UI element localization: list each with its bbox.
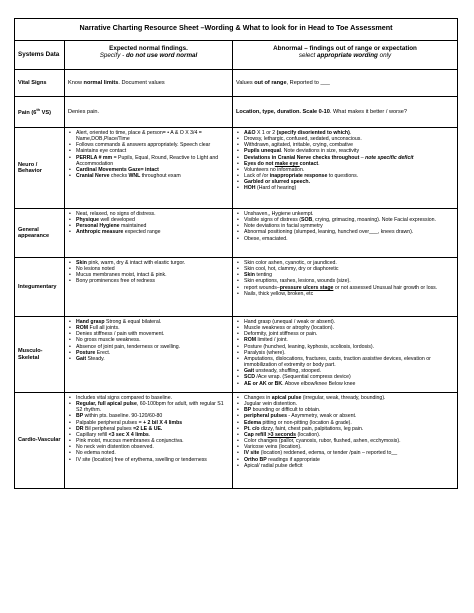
text-run: throughout exam [140,173,181,180]
abnormal-findings [233,393,458,489]
label-run: VS) [40,110,52,117]
text-run: , Reported to ___ [286,79,330,86]
text-run: well developed [99,217,135,224]
text-run: Deviations in Cranial Nerve checks throughout [244,154,360,161]
text-run: + 2 bil X 4 limbs [143,419,183,426]
text-run: out of range [254,79,287,86]
text-run: Maintains eye contact [76,148,127,155]
text-run: Skin cool, hot, clammy, dry or diaphoretic [244,266,339,273]
text-run: SOB [301,217,313,224]
abnormal-findings [233,97,458,128]
finding-item [76,173,229,179]
title-row [15,19,458,41]
text-run: Visible signs of distress ( [244,217,301,224]
text-run: bounding or difficult to obtain. [251,407,321,414]
text-run: Garbled or slurred speech. [244,179,311,186]
finding-item [244,381,454,387]
text-run: Cranial Nerve [76,173,110,180]
text-run: Hand grasp (unequal / weak or absent). [244,319,336,325]
system-label: General appearance [15,209,65,258]
row-cardio-vascular [15,393,458,489]
finding-list [236,211,454,242]
header-expected [65,41,233,70]
text-run: Strong & equal bilateral. [104,319,162,325]
text-run: Skin [76,260,87,266]
finding-item [76,155,229,167]
system-label [15,97,65,128]
text-run: maintained [119,223,147,230]
text-run: Cap refill [244,431,268,438]
text-run: within pts. baseline. 90-120/60-80 [83,413,163,420]
text-run: Steady. [86,355,105,362]
text-run: contact [299,160,319,167]
text-run: Skin eruptions, rashes, lesions, wounds (size). [244,278,351,285]
finding-list [236,130,454,192]
finding-item [244,185,454,191]
system-label: Integumentary [15,258,65,317]
finding-list [68,130,229,179]
text-run: Follows commands & answers appropriately. Speech clear [76,142,211,149]
text-run: Drowsy, lethargic, confused, sedated, unconscious. [244,136,362,143]
text-run: SCD [244,374,255,381]
text-run: Erect. [95,349,111,356]
text-run: X 1 or 2 [255,130,277,136]
finding-list [68,319,229,362]
header-expected-title: Expected normal findings. [109,45,188,52]
text-run: . [349,130,352,136]
text-run: tenting [254,272,272,279]
text-run: Changes in [244,395,272,401]
text-run: Nails, thick yellow, broken, etc [244,290,314,297]
text-run: . [318,160,320,167]
text-run: Note deviations in facial symmetry [244,223,323,230]
text-run: Varicose veins (location). [244,444,302,451]
text-run: Cardinal Movements Gaze= intact [76,166,159,173]
text-run: readings if appropriate [266,456,320,463]
text-run: peripheral pulses [244,413,287,420]
text-run: Deformity, joint stiffness or pain. [244,331,318,338]
header-abnormal-sub-bold: appropriate wording [317,52,378,60]
text-run: checks [109,173,129,180]
text-run: >3 seconds [267,431,297,438]
text-run: IV site (location) free of erythema, swelling or tenderness [76,456,207,463]
text-run: No edema noted. [76,450,116,457]
text-run: Regular, full apical pulse [76,401,137,408]
text-run: Paralysis (where). [244,349,286,356]
text-run: report wounds– [244,284,280,291]
text-run: Gait [76,355,87,362]
abnormal-findings [233,258,458,317]
text-run: (location). [296,431,321,438]
text-run: Capillary refill [76,431,109,438]
row-neuro [15,128,458,209]
header-abnormal-sub [236,52,454,59]
charting-resource-sheet [14,18,457,489]
text-run: Values [236,79,255,86]
text-run: ROM [76,325,89,332]
header-expected-sub-pre: Specify - [99,52,126,60]
text-run: Muscle weakness or atrophy (location). [244,325,334,332]
system-label: Vital Signs [15,70,65,97]
text-run: . [148,431,151,438]
header-abnormal [233,41,458,70]
finding-list [236,395,454,469]
text-run: . Document values [118,79,165,86]
text-run: Pupils unequal [244,148,281,155]
text-run: normal limits [83,79,119,86]
text-run: Lack of /or [244,173,270,180]
header-abnormal-sub-post: only [377,52,392,60]
text-run: Denies stiffness / pain with movement. [76,331,165,338]
text-run: Posture (hunched, leaning, kyphosis, scoliosis, lordosis). [244,343,375,350]
text-run: . Note deviations in size, reactivity [280,148,360,155]
text-run: Ortho BP [244,456,267,463]
text-run: Absence of joint pain, tenderness or swelling. [76,343,181,350]
text-run: Obese, emaciated. [244,235,288,242]
text-run: Color changes (pallor, cyanosis, rubor, flushed, ashen, ecchymosis). [244,438,401,445]
text-run: Gait [244,368,255,375]
text-run: Abnormal positioning (slumped, leaning, hunched over___, knees drawn). [244,229,414,236]
text-run: No neck vein distention observed. [76,444,154,451]
finding-list [236,260,454,297]
abnormal-findings [233,317,458,393]
label-run: Pain (6 [18,110,37,117]
text-run: Skin [244,272,255,279]
system-label: Cardio-Vascular [15,393,65,489]
text-run: =2 LE & UE. [133,425,163,432]
text-run: Jugular vein distention. [244,401,298,408]
assessment-table [14,18,458,489]
finding-item [244,291,454,297]
text-run: (irregular, weak, thready, bounding). [301,395,386,401]
finding-item [76,130,229,142]
text-run: – [359,154,366,161]
text-run: or not assessed Unusual hair growth or loss. [333,284,438,291]
text-run: Physique [76,217,100,224]
text-run: /Ace wrap. (Sequential compress device) [254,374,351,381]
text-run: A&O [244,130,256,136]
finding-item [76,401,229,413]
finding-list [68,395,229,463]
row-integumentary [15,258,458,317]
normal-findings [65,393,233,489]
row-musculo-skeletal [15,317,458,393]
text-run: . What makes it better / worse? [329,108,407,115]
text-run: (specify disoriented to which) [276,130,350,136]
text-run: make eye [274,160,300,167]
text-run: , 60-100bpm for adult, with regular S1 S2 rhythm. [76,401,224,414]
header-row [15,41,458,70]
text-run: pitting or non-pitting (location & grade). [261,419,352,426]
text-run: <3 sec X 4 limbs [108,431,149,438]
text-run: DR [76,425,84,432]
text-run: WNL [128,173,141,180]
text-run: ROM [244,337,257,344]
text-run: pressure ulcers stage [279,284,334,291]
text-run: inappropriate response [269,173,328,180]
normal-findings [65,258,233,317]
finding-item [244,236,454,242]
text-run: note specific deficit [365,154,414,161]
text-run: (location) reddened, edema, or tender /pain – reported to__ [259,450,398,457]
text-run: (Hard of hearing) [255,185,297,192]
text-run: pink, warm, dry & intact with elastic turgor. [86,260,186,266]
text-run: Know [68,79,84,86]
text-run: Withdrawn, agitated, irritable, crying, combative [244,142,353,149]
system-label: Neuro / Behavior [15,128,65,209]
row-general-appearance [15,209,458,258]
text-run: dizzy, faint, chest pain, palpitations, leg pain. [259,425,364,432]
abnormal-findings [233,70,458,97]
text-run: Bony prominences free of redness [76,278,156,285]
text-run: Volunteers no information. [244,166,305,173]
header-systems: Systems Data [15,41,65,70]
text-run: No lesions noted [76,266,115,273]
normal-findings [65,128,233,209]
row-vital-signs [15,70,458,97]
text-run: Pt. c/o [244,425,260,432]
text-run: AE or AK or BK [244,380,283,387]
text-run: IV site [244,450,260,457]
text-run: Apical/ radial pulse deficit [244,462,303,469]
normal-findings [65,70,233,97]
text-run: = Pupils, Equal, Round, Reactive to Light and Accommodation [76,154,219,167]
finding-item [244,463,454,469]
header-expected-sub-bold: do not use word normal [125,52,198,60]
text-run: Pink moist, mucous membranes & conjunctiva. [76,438,184,445]
finding-list [68,211,229,236]
text-run: Mucus membranes moist, intact & pink. [76,272,167,279]
text-run: No gross muscle weakness. [76,337,141,344]
text-run: Hand grasp [76,319,105,325]
normal-findings [65,317,233,393]
text-run: Includes vital signs compared to baseline. [76,395,173,401]
abnormal-findings [233,209,458,258]
row-pain [15,97,458,128]
header-abnormal-title: Abnormal – findings out of range or expectation [273,45,417,52]
system-label: Musculo-Skeletal [15,317,65,393]
finding-list [68,260,229,285]
finding-item [76,356,229,362]
text-run: Anthropic measure [76,229,124,236]
label-sup: th [36,107,41,113]
text-run: Amputations, dislocations, fractures, casts, traction assistive devices, elevation or immobilization of extremity or body part. [244,355,431,369]
header-expected-sub [68,52,229,59]
text-run: Location, type, duration. Scale 0-10 [236,108,330,115]
text-run: Personal Hygiene [76,223,120,230]
text-run: HOH [244,185,256,192]
sheet-title: Narrative Charting Resource Sheet –Wording & What to look for in Head to Toe Assessment [15,19,458,41]
text-run: Neat, relaxed, no signs of distress. [76,211,156,217]
abnormal-findings [233,128,458,209]
text-run: limited / joint. [256,337,288,344]
text-run: Full all joints. [88,325,120,332]
header-abnormal-sub-pre: select [298,52,318,60]
finding-item [76,457,229,463]
text-run: Bil peripheral pulses [83,425,134,432]
text-run: Skin color ashen, cyanotic, or jaundiced. [244,260,337,266]
finding-list [236,319,454,387]
text-run: unsteady, shuffling, stooped. [254,368,322,375]
text-run: . Above elbow/knee Below knee [282,380,356,387]
normal-findings [65,209,233,258]
text-run: Edema [244,419,262,426]
finding-item [76,229,229,235]
text-run: , crying, grimacing, moaning). Note Facial expression. [312,217,436,224]
text-run: Palpable peripheral pulses = [76,419,144,426]
text-run: Alert, oriented to time, place & person= • A & O X 3/4 = Name,DOB,Place/Time [76,130,202,143]
finding-item [76,278,229,284]
finding-item [244,356,454,368]
text-run: Unshaven,, Hygiene unkempt. [244,211,314,217]
text-run: Posture [76,349,96,356]
text-run: BP [76,413,84,420]
text-run: apical pulse [271,395,302,401]
text-run: to questions. [327,173,359,180]
text-run: Eyes do not [244,160,275,167]
text-run: - Asymmetry, weak or absent. [286,413,357,420]
text-run: BP [244,407,252,414]
text-run: expected range [123,229,161,236]
normal-findings: Denies pain. [65,97,233,128]
text-run: PERRLA # mm [76,154,113,161]
